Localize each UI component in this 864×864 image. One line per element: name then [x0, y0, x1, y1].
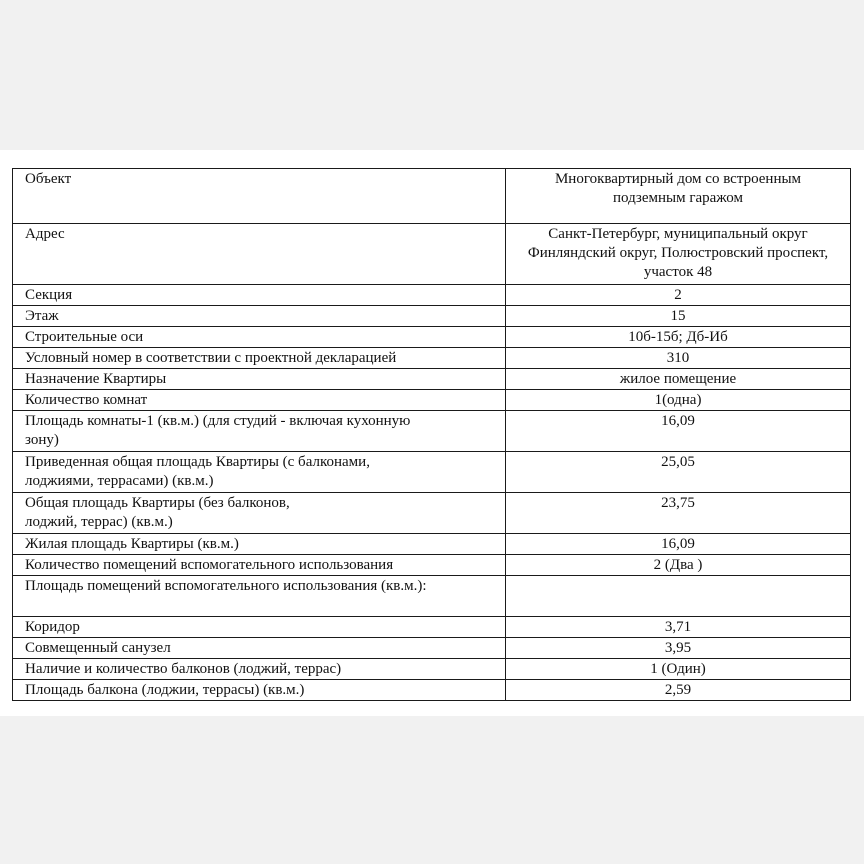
row-value: 3,95	[506, 638, 851, 659]
row-label: Общая площадь Квартиры (без балконов, лоджий, террас) (кв.м.)	[13, 493, 506, 534]
row-label: Этаж	[13, 306, 506, 327]
table-row	[13, 390, 851, 411]
row-value: 23,75	[506, 493, 851, 534]
table-row	[13, 369, 851, 390]
table-row	[13, 452, 851, 493]
row-label: Адрес	[13, 224, 506, 285]
table-row	[13, 306, 851, 327]
row-value: 16,09	[506, 411, 851, 452]
row-value: Санкт-Петербург, муниципальный округ Финляндский округ, Полюстровский проспект, участок 48	[506, 224, 851, 285]
row-value: Многоквартирный дом со встроенным подземным гаражом	[506, 169, 851, 224]
table-row	[13, 576, 851, 617]
table-row	[13, 617, 851, 638]
row-label: Объект	[13, 169, 506, 224]
table-row	[13, 327, 851, 348]
row-value: 10б-15б; Дб-Иб	[506, 327, 851, 348]
row-label: Количество комнат	[13, 390, 506, 411]
row-label: Площадь комнаты-1 (кв.м.) (для студий - включая кухонную зону)	[13, 411, 506, 452]
row-label: Коридор	[13, 617, 506, 638]
row-value	[506, 576, 851, 617]
row-value: 2,59	[506, 680, 851, 701]
row-value: 1 (Один)	[506, 659, 851, 680]
row-label: Строительные оси	[13, 327, 506, 348]
row-value: 15	[506, 306, 851, 327]
row-value: 2 (Два )	[506, 555, 851, 576]
table-row	[13, 534, 851, 555]
row-value: жилое помещение	[506, 369, 851, 390]
row-value: 3,71	[506, 617, 851, 638]
row-label: Условный номер в соответствии с проектной декларацией	[13, 348, 506, 369]
document-page	[0, 150, 864, 716]
row-value: 310	[506, 348, 851, 369]
row-value: 16,09	[506, 534, 851, 555]
table-row	[13, 638, 851, 659]
table-row	[13, 224, 851, 285]
row-label: Секция	[13, 285, 506, 306]
row-value: 25,05	[506, 452, 851, 493]
table-row	[13, 348, 851, 369]
table-row	[13, 169, 851, 224]
row-label: Наличие и количество балконов (лоджий, террас)	[13, 659, 506, 680]
table-row	[13, 493, 851, 534]
row-label: Совмещенный санузел	[13, 638, 506, 659]
row-label: Жилая площадь Квартиры (кв.м.)	[13, 534, 506, 555]
row-label: Назначение Квартиры	[13, 369, 506, 390]
table-row	[13, 680, 851, 701]
row-label: Площадь балкона (лоджии, террасы) (кв.м.)	[13, 680, 506, 701]
apartment-spec-table	[12, 168, 851, 701]
table-row	[13, 659, 851, 680]
row-label: Приведенная общая площадь Квартиры (с балконами, лоджиями, террасами) (кв.м.)	[13, 452, 506, 493]
table-row	[13, 555, 851, 576]
table-row	[13, 411, 851, 452]
row-label: Площадь помещений вспомогательного использования (кв.м.):	[13, 576, 506, 617]
table-row	[13, 285, 851, 306]
row-value: 2	[506, 285, 851, 306]
row-label: Количество помещений вспомогательного использования	[13, 555, 506, 576]
row-value: 1(одна)	[506, 390, 851, 411]
